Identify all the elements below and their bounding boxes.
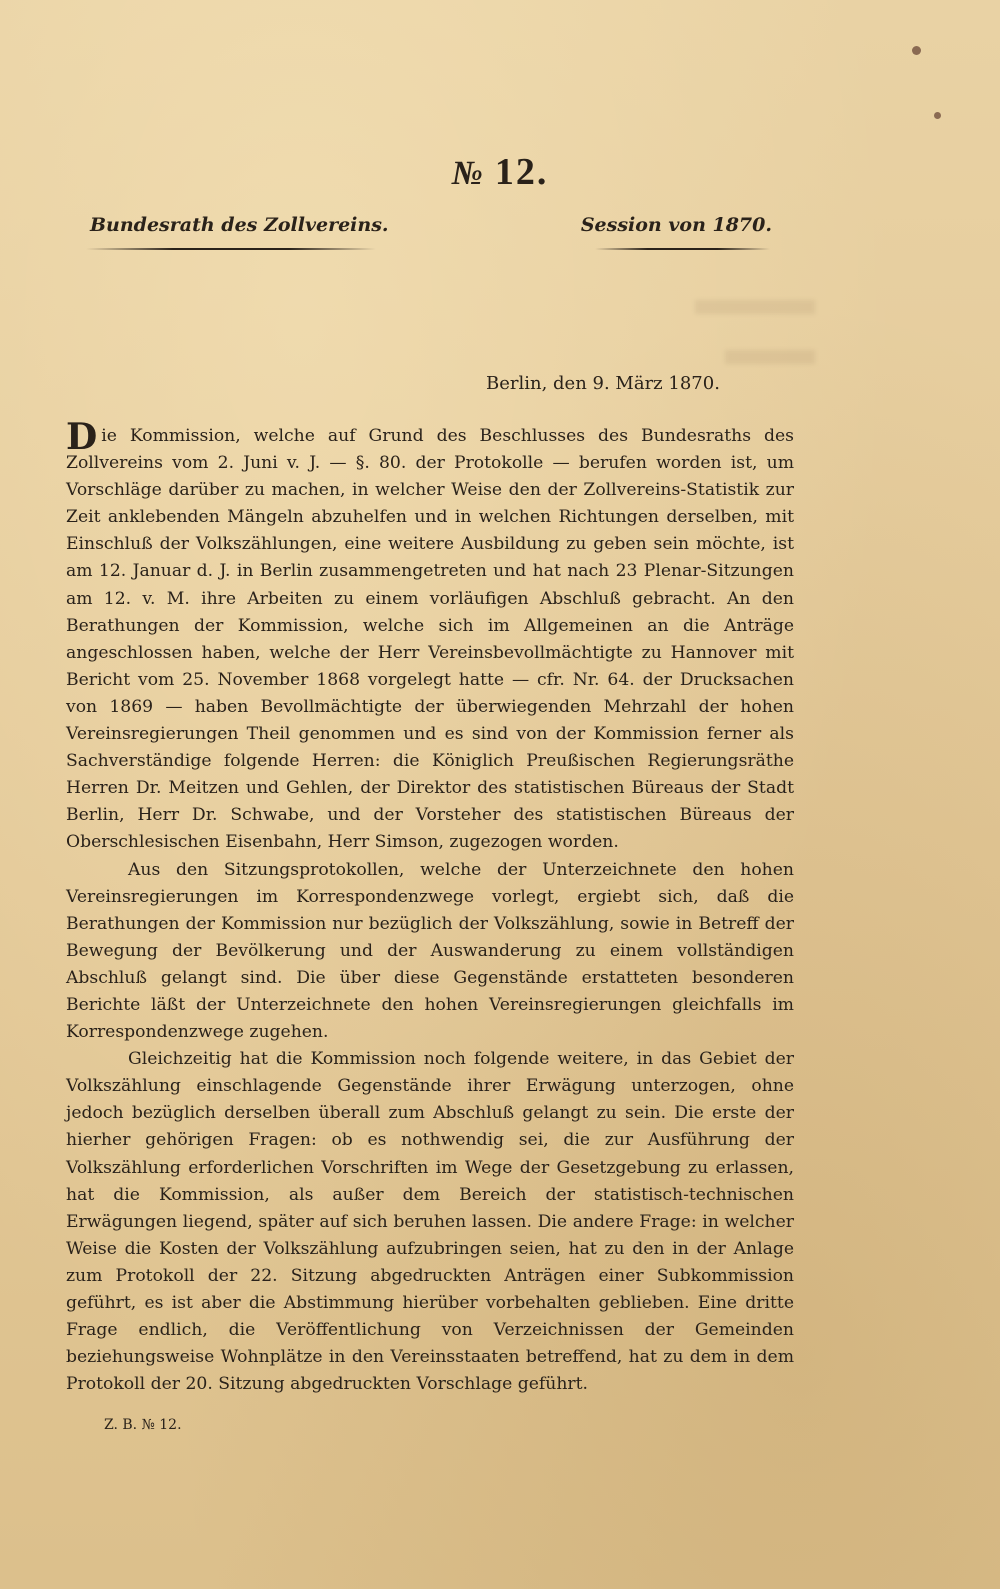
binding-hole: [934, 112, 941, 119]
masthead: [66, 214, 772, 254]
paragraph-1: [66, 416, 794, 857]
paragraph-3: Gleichzeitig hat die Kommission noch folgende weitere, in das Gebiet der Volkszählung einschlagende Gegenstände ihrer Erwägung unterzogen, ohne jedoch bezüglich derselben überall zum Abschluß gelangt zu sein. Die erste der hierher gehörigen Fragen: ob es nothwendig sei, die zur Ausführung der Volkszählung erforderlichen Vorschriften im Wege der Gesetzgebung zu erlassen, hat die Kommission, als außer dem Bereich der statistisch-technischen Erwägungen liegend, später auf sich beruhen lassen. Die andere Frage: in welcher Weise die Kosten der Volkszählung aufzubringen seien, hat zu den in der Anlage zum Protokoll der 22. Sitzung abgedruckten Anträgen einer Subkommission geführt, es ist aber die Abstimmung hierüber vorbehalten geblieben. Eine dritte Frage endlich, die Veröffentlichung von Verzeichnissen der Gemeinden beziehungsweise Wohnplätze in den Vereinsstaaten betreffend, hat zu dem in dem Protokoll der 20. Sitzung abgedruckten Vorschlage geführt.: [66, 1049, 794, 1395]
dateline: Berlin, den 9. März 1870.: [486, 373, 720, 394]
masthead-rule: [86, 248, 376, 250]
document-number: [0, 150, 1000, 194]
number-symbol: №: [451, 155, 485, 192]
body-text: [66, 416, 794, 1398]
footer-reference: Z. B. № 12.: [104, 1417, 182, 1433]
show-through-mark: [725, 350, 815, 364]
binding-hole: [912, 46, 921, 55]
issuing-body: Bundesrath des Zollvereins.: [90, 214, 389, 236]
drop-cap: D: [66, 416, 98, 458]
masthead-rule: [595, 248, 770, 250]
paragraph-2: Aus den Sitzungsprotokollen, welche der Unterzeichnete den hohen Vereinsregierungen im Korrespondenzwege vorlegt, ergiebt sich, daß die Berathungen der Kommission nur bezüglich der Volkszählung, sowie in Betreff der Bewegung der Bevölkerung und der Auswanderung zu einem vollständigen Abschluß gelangt sind. Die über diese Gegenstände erstatteten besonderen Berichte läßt der Unterzeichnete den hohen Vereinsregierungen gleichfalls im Korrespondenzwege zugehen.: [66, 859, 794, 1043]
show-through-mark: [695, 300, 815, 314]
session-label: Session von 1870.: [580, 214, 772, 236]
number-value: 12.: [494, 151, 549, 193]
paragraph-1-text: ie Kommission, welche auf Grund des Beschlusses des Bundesraths des Zollvereins vom 2. Juni v. J. — §. 80. der Protokolle — berufen worden ist, um Vorschläge darüber zu machen, in welcher Weise den der Zollvereins-Statistik zur Zeit anklebenden Mängeln abzuhelfen und in welchen Richtungen derselben, mit Einschluß der Volkszählungen, eine weitere Ausbildung zu geben sein möchte, ist am 12. Januar d. J. in Berlin zusammengetreten und hat nach 23 Plenar-Sitzungen am 12. v. M. ihre Arbeiten zu einem vorläufigen Abschluß gebracht. An den Berathungen der Kommission, welche sich im Allgemeinen an die Anträge angeschlossen haben, welche der Herr Vereinsbevollmächtigte zu Hannover mit Bericht vom 25. November 1868 vorgelegt hatte — cfr. Nr. 64. der Drucksachen von 1869 — haben Bevollmächtigte der überwiegenden Mehrzahl der hohen Vereinsregierungen Theil genommen und es sind von der Kommission ferner als Sachverständige folgende Herren: die Königlich Preußischen Regierungsräthe Herren Dr. Meitzen und Gehlen, der Direktor des statistischen Büreaus der Stadt Berlin, Herr Dr. Schwabe, und der Vorsteher des statistischen Büreaus der Oberschlesischen Eisenbahn, Herr Simson, zugezogen worden.: [66, 426, 794, 853]
